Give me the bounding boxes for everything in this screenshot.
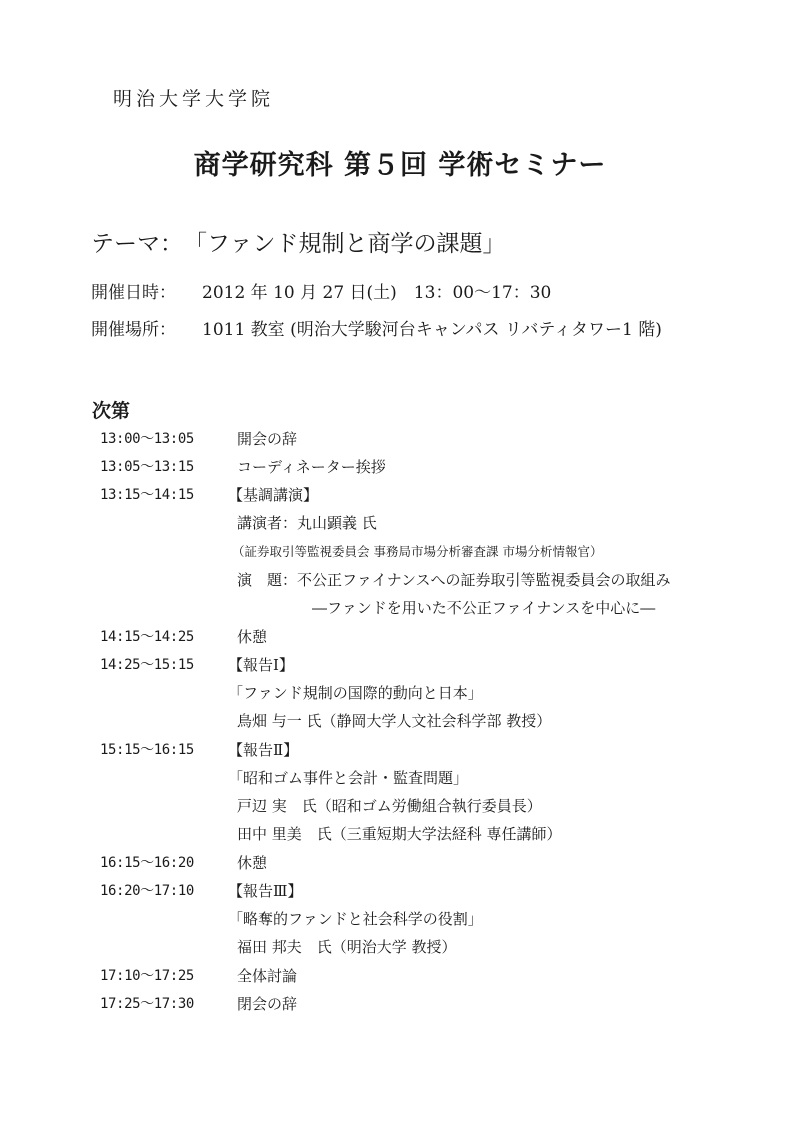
agenda-time: 17:25～17:30 [100, 996, 194, 1012]
seminar-title: 商学研究科 第５回 学術セミナー [193, 150, 607, 181]
agenda-time: 16:20～17:10 [100, 883, 194, 899]
agenda-text: 閉会の辞 [237, 995, 298, 1013]
theme-label: テーマ： [91, 231, 183, 257]
agenda-text: 休憩 [237, 854, 268, 872]
theme-line [91, 225, 506, 258]
keynote-subtopic: ―ファンドを用いた不公正ファイナンスを中心に― [312, 599, 656, 617]
agenda-time: 13:00～13:05 [100, 431, 194, 447]
report2-speaker2: 田中 里美 氏（三重短期大学法経科 専任講師） [237, 825, 562, 843]
agenda-text: 休憩 [237, 628, 268, 646]
report1-title: 「ファンド規制の国際的動向と日本」 [228, 684, 483, 702]
agenda-text: コーディネーター挨拶 [237, 458, 386, 476]
keynote-speaker: 講演者：丸山顕義 氏 [237, 514, 377, 532]
agenda-text: 全体討論 [237, 967, 298, 985]
keynote-affiliation: （証券取引等監視委員会 事務局市場分析審査課 市場分析情報官） [232, 544, 603, 559]
date-line [91, 278, 551, 303]
agenda-text: 開会の辞 [237, 430, 298, 448]
university-name: 明治大学大学院 [113, 88, 275, 110]
agenda-time: 17:10～17:25 [100, 968, 194, 984]
keynote-topic: 演 題：不公正ファイナンスへの証券取引等監視委員会の取組み [237, 571, 671, 589]
date-label: 開催日時： [91, 283, 176, 303]
place-label: 開催場所： [91, 320, 176, 340]
agenda-section-label: 【基調講演】 [228, 486, 319, 504]
agenda-section-label: 【報告Ⅲ】 [228, 882, 303, 900]
agenda-section-label: 【報告Ⅰ】 [228, 656, 294, 674]
report1-speaker: 鳥畑 与一 氏（静岡大学人文社会科学部 教授） [237, 712, 552, 730]
agenda-time: 14:15～14:25 [100, 629, 194, 645]
agenda-time: 13:15～14:15 [100, 487, 194, 503]
report2-speaker1: 戸辺 実 氏（昭和ゴム労働組合執行委員長） [237, 797, 542, 815]
agenda-time: 16:15～16:20 [100, 855, 194, 871]
agenda-time: 13:05～13:15 [100, 459, 194, 475]
agenda-section-label: 【報告Ⅱ】 [228, 741, 299, 759]
agenda-time: 15:15～16:15 [100, 742, 194, 758]
date-value: 2012 年 10 月 27 日(土) 13：00～17：30 [202, 283, 552, 303]
agenda-heading: 次第 [92, 400, 131, 422]
report3-speaker: 福田 邦夫 氏（明治大学 教授） [237, 938, 457, 956]
theme-value: 「ファンド規制と商学の課題」 [184, 231, 506, 257]
report2-title: 「昭和ゴム事件と会計・監査問題」 [228, 769, 469, 787]
place-value: 1011 教室 (明治大学駿河台キャンパス リバティタワー1 階) [202, 320, 662, 340]
agenda-time: 14:25～15:15 [100, 657, 194, 673]
place-line [91, 315, 662, 340]
report3-title: 「略奪的ファンドと社会科学の役割」 [228, 910, 483, 928]
